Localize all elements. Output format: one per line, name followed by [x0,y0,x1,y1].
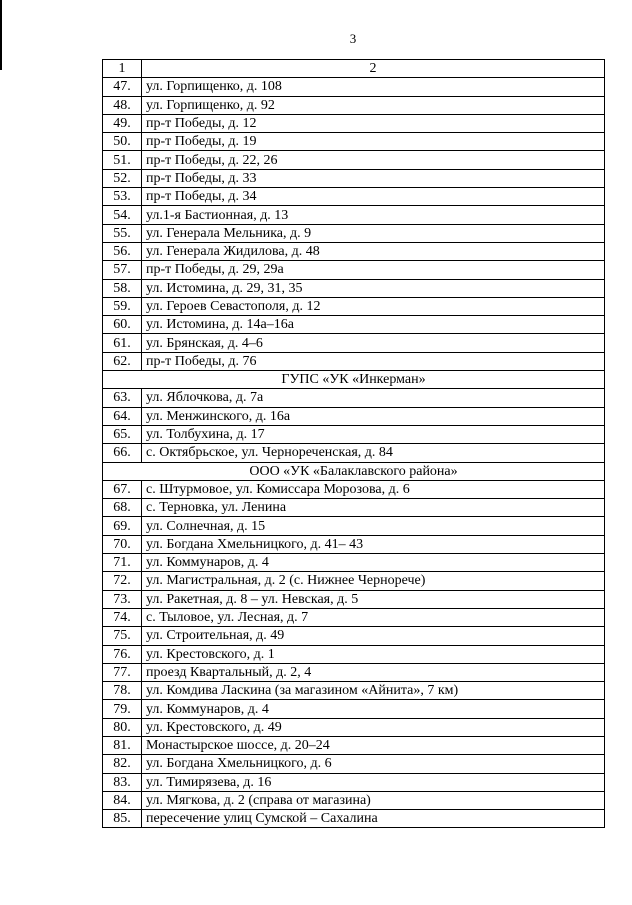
row-address: пр-т Победы, д. 12 [142,114,605,132]
row-number: 57. [103,261,142,279]
row-number: 47. [103,78,142,96]
row-number: 72. [103,572,142,590]
row-number: 48. [103,96,142,114]
table-row [103,590,605,608]
row-number: 53. [103,188,142,206]
row-number: 64. [103,407,142,425]
row-address: пр-т Победы, д. 29, 29а [142,261,605,279]
table-row [103,407,605,425]
row-address: ул.1-я Бастионная, д. 13 [142,206,605,224]
table-row [103,718,605,736]
row-number: 50. [103,133,142,151]
row-address: пр-т Победы, д. 22, 26 [142,151,605,169]
table-row [103,627,605,645]
header-cell-number: 1 [103,60,142,78]
header-cell-address: 2 [142,60,605,78]
row-address: ул. Ракетная, д. 8 – ул. Невская, д. 5 [142,590,605,608]
row-address: ул. Тимирязева, д. 16 [142,773,605,791]
row-address: ул. Магистральная, д. 2 (с. Нижнее Чернорече) [142,572,605,590]
table-row [103,700,605,718]
table-row [103,242,605,260]
row-number: 52. [103,169,142,187]
row-address: ул. Мягкова, д. 2 (справа от магазина) [142,791,605,809]
row-address: ул. Солнечная, д. 15 [142,517,605,535]
row-address: ул. Генерала Мельника, д. 9 [142,224,605,242]
table-row [103,480,605,498]
row-number: 51. [103,151,142,169]
table-row [103,316,605,334]
page-number: 3 [349,31,357,46]
row-address: ул. Истомина, д. 14а–16а [142,316,605,334]
row-number: 61. [103,334,142,352]
row-number: 67. [103,480,142,498]
row-address: ул. Горпищенко, д. 92 [142,96,605,114]
row-number: 54. [103,206,142,224]
row-number: 63. [103,389,142,407]
row-number: 65. [103,425,142,443]
row-number: 85. [103,810,142,828]
table-row [103,810,605,828]
row-number: 71. [103,554,142,572]
row-number: 81. [103,736,142,754]
row-address: пр-т Победы, д. 33 [142,169,605,187]
row-number: 58. [103,279,142,297]
table-row [103,169,605,187]
row-address: ул. Коммунаров, д. 4 [142,700,605,718]
row-address: с. Терновка, ул. Ленина [142,499,605,517]
table-row [103,206,605,224]
row-address: пересечение улиц Сумской – Сахалина [142,810,605,828]
row-number: 77. [103,663,142,681]
section-header-row [103,371,605,389]
row-number: 69. [103,517,142,535]
table-row [103,261,605,279]
table-row [103,608,605,626]
row-address: ул. Богдана Хмельницкого, д. 41– 43 [142,535,605,553]
row-number: 78. [103,682,142,700]
row-address: ул. Генерала Жидилова, д. 48 [142,242,605,260]
table-row [103,773,605,791]
row-number: 76. [103,645,142,663]
row-number: 49. [103,114,142,132]
table-row [103,297,605,315]
row-address: ул. Героев Севастополя, д. 12 [142,297,605,315]
row-number: 55. [103,224,142,242]
row-address: пр-т Победы, д. 34 [142,188,605,206]
section-title: ООО «УК «Балаклавского района» [103,462,605,480]
row-address: ул. Яблочкова, д. 7а [142,389,605,407]
table-row [103,499,605,517]
row-number: 60. [103,316,142,334]
row-address: ул. Комдива Ласкина (за магазином «Айнита», 7 км) [142,682,605,700]
row-number: 79. [103,700,142,718]
table-row [103,188,605,206]
row-number: 66. [103,444,142,462]
row-number: 59. [103,297,142,315]
table-row [103,425,605,443]
row-address: пр-т Победы, д. 76 [142,352,605,370]
row-number: 62. [103,352,142,370]
table-row [103,572,605,590]
row-number: 83. [103,773,142,791]
row-address: проезд Квартальный, д. 2, 4 [142,663,605,681]
table-row [103,663,605,681]
table-row [103,389,605,407]
table-row [103,682,605,700]
table-row [103,279,605,297]
row-address: ул. Крестовского, д. 49 [142,718,605,736]
row-address: ул. Толбухина, д. 17 [142,425,605,443]
table-row [103,78,605,96]
row-address: ул. Менжинского, д. 16а [142,407,605,425]
row-address: с. Штурмовое, ул. Комиссара Морозова, д. 6 [142,480,605,498]
table-row [103,133,605,151]
row-address: с. Тыловое, ул. Лесная, д. 7 [142,608,605,626]
row-address: Монастырское шоссе, д. 20–24 [142,736,605,754]
table-row [103,535,605,553]
table-row [103,352,605,370]
row-address: ул. Брянская, д. 4–6 [142,334,605,352]
table-row [103,334,605,352]
table-row [103,224,605,242]
table-row [103,444,605,462]
row-number: 68. [103,499,142,517]
address-table [102,59,605,828]
row-address: ул. Строительная, д. 49 [142,627,605,645]
row-address: пр-т Победы, д. 19 [142,133,605,151]
table-row [103,755,605,773]
table-row [103,645,605,663]
row-number: 74. [103,608,142,626]
row-address: ул. Крестовского, д. 1 [142,645,605,663]
table-row [103,151,605,169]
row-address: с. Октябрьское, ул. Чернореченская, д. 84 [142,444,605,462]
row-number: 84. [103,791,142,809]
table-header-row [103,60,605,78]
table-row [103,736,605,754]
row-address: ул. Истомина, д. 29, 31, 35 [142,279,605,297]
table-row [103,791,605,809]
row-number: 56. [103,242,142,260]
row-number: 73. [103,590,142,608]
table-row [103,554,605,572]
row-address: ул. Коммунаров, д. 4 [142,554,605,572]
table-row [103,114,605,132]
row-number: 82. [103,755,142,773]
row-address: ул. Богдана Хмельницкого, д. 6 [142,755,605,773]
section-title: ГУПС «УК «Инкерман» [103,371,605,389]
row-number: 80. [103,718,142,736]
row-number: 70. [103,535,142,553]
table-row [103,517,605,535]
row-address: ул. Горпищенко, д. 108 [142,78,605,96]
row-number: 75. [103,627,142,645]
table-row [103,96,605,114]
section-header-row [103,462,605,480]
